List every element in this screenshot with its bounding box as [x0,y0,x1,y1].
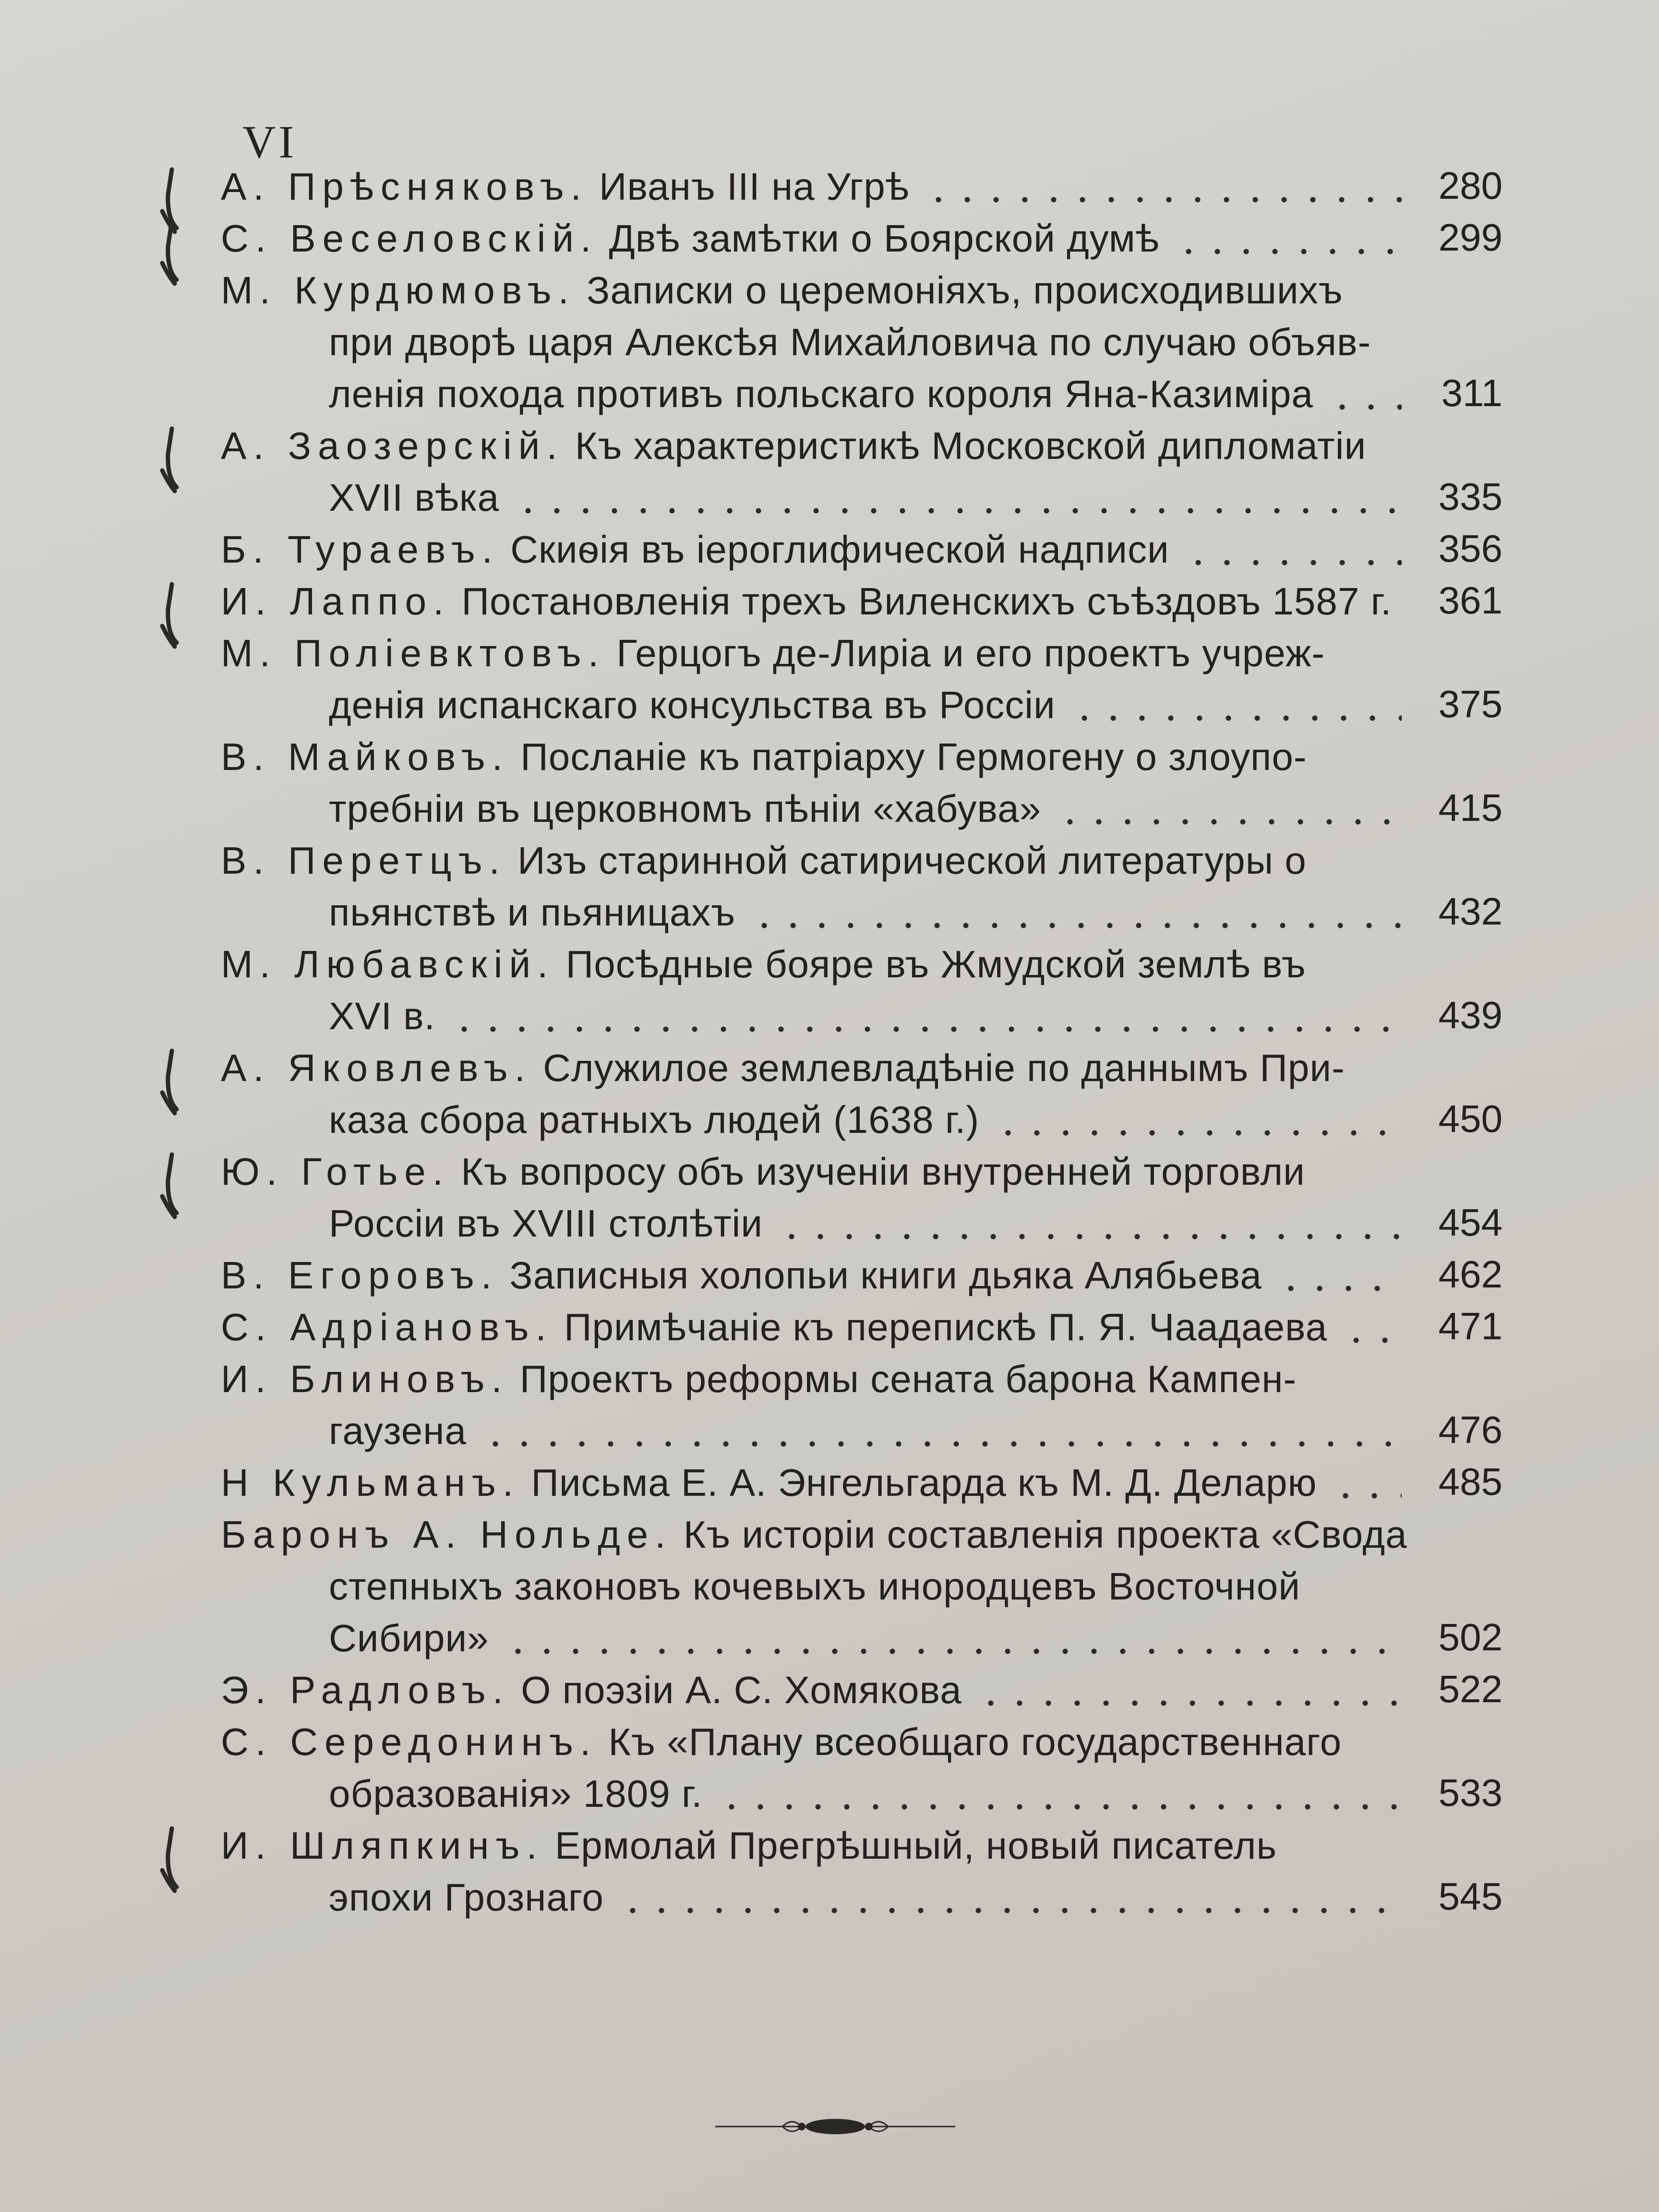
toc-entry [221,420,1503,524]
toc-entry [221,1250,1503,1301]
toc-entry [221,161,1503,213]
dot-leader [777,1233,1402,1240]
entry-title: Къ «Плану всеобщаго государственнаго [608,1720,1342,1763]
toc-line [221,1353,1503,1405]
toc-entry [221,835,1503,938]
entry-page-number: 522 [1438,1668,1503,1710]
entry-title: эпохи Грознаго [329,1876,604,1919]
entry-author: И. Блиновъ. [221,1358,509,1400]
toc-line [221,472,1503,524]
entry-page-number: 335 [1438,475,1503,518]
entry-title: Ермолай Прегрѣшный, новый писатель [554,1824,1277,1867]
entry-title: каза сбора ратныхъ людей (1638 г.) [329,1098,980,1141]
entry-page-number: 476 [1438,1408,1503,1451]
entry-author: А. Яковлевъ. [221,1046,532,1089]
ornament-icon [710,2112,960,2141]
toc-entry [221,1664,1503,1716]
entry-page-number: 280 [1438,164,1503,207]
entry-page-number: 502 [1438,1616,1503,1659]
entry-page-number: 533 [1438,1771,1503,1814]
entry-title: Къ вопросу объ изученіи внутренней торговли [461,1150,1305,1193]
pencil-tick-icon [154,1047,187,1119]
toc-entry [221,1716,1503,1820]
entry-page-number: 485 [1438,1460,1503,1503]
toc-line [221,1301,1503,1353]
entry-page-number: 299 [1438,216,1503,259]
entry-page-number: 450 [1438,1097,1503,1140]
dot-leader [717,1803,1402,1810]
page-number: VI [242,116,297,168]
toc-line [221,887,1503,938]
toc-entry [221,1353,1503,1457]
entry-page-number: 462 [1438,1253,1503,1296]
entry-page-number: 356 [1438,527,1503,570]
pencil-tick-icon [154,580,187,652]
entry-title: Къ исторіи составленія проекта «Свода [683,1513,1407,1556]
entry-author: В. Майковъ. [221,735,509,778]
entry-title: пьянствѣ и пьяницахъ [329,891,736,934]
dot-leader [924,196,1402,203]
entry-author: И. Шляпкинъ. [221,1824,544,1867]
toc-line [221,161,1503,213]
entry-author: С. Веселовскій. [221,217,598,260]
dot-leader [1184,559,1402,566]
entry-author: М. Любавскій. [221,943,555,986]
entry-title: Служилое землевладѣніе по даннымъ При- [543,1046,1345,1089]
toc-line [221,1820,1503,1872]
entry-author: Ю. Готье. [221,1150,450,1193]
entry-author: И. Лаппо. [221,580,451,623]
toc-line [221,368,1503,420]
entry-author: М. Курдюмовъ. [221,269,576,312]
entry-page-number: 375 [1438,683,1503,725]
entry-page-number: 471 [1438,1305,1503,1347]
toc-line [221,1094,1503,1146]
entry-author: В. Перетцъ. [221,839,506,882]
toc-entry [221,731,1503,835]
entry-title: Постановленія трехъ Виленскихъ съѣздовъ 1587 г. [461,580,1392,623]
toc-entry [221,1509,1503,1664]
entry-title: Записныя холопьи книги дьяка Алябьева [509,1254,1262,1297]
toc-entry [221,264,1503,420]
entry-title: Посланіе къ патріарху Гермогену о злоупо- [520,735,1307,778]
dot-leader [1056,818,1402,825]
dot-leader [514,507,1402,514]
entry-title: XVI в. [329,995,435,1037]
entry-page-number: 361 [1438,579,1503,622]
entry-title: Скиѳія въ іероглифической надписи [510,528,1169,571]
toc-entry [221,1820,1503,1923]
toc-line [221,679,1503,731]
entry-title: степныхъ законовъ кочевыхъ инородцевъ Восточной [329,1565,1300,1608]
entry-author: С. Середонинъ. [221,1720,598,1763]
entry-page-number: 311 [1441,372,1503,414]
entry-page-number: 454 [1438,1201,1503,1244]
toc-line [221,938,1503,990]
entry-title: требніи въ церковномъ пѣніи «хабува» [329,787,1042,830]
toc-line [221,835,1503,887]
entry-title: Россіи въ XVIII столѣтіи [329,1202,763,1245]
toc-line [221,627,1503,679]
toc-entry [221,1301,1503,1353]
entry-title: Примѣчаніе къ перепискѣ П. Я. Чаадаева [564,1306,1328,1348]
dot-leader [481,1441,1402,1447]
toc-line [221,1042,1503,1094]
entry-title: Письма Е. А. Энгельгарда къ М. Д. Деларю [531,1461,1317,1504]
entry-title: О поэзіи А. С. Хомякова [521,1669,962,1711]
entry-title: образованія» 1809 г. [329,1772,703,1815]
entry-author: М. Поліевктовъ. [221,632,605,674]
toc-line [221,1768,1503,1820]
dot-leader [750,922,1402,929]
dot-leader [1070,715,1402,721]
dot-leader [1342,1337,1402,1344]
entry-title: Посѣдные бояре въ Жмудской землѣ въ [565,943,1306,986]
pencil-tick-icon [154,217,187,289]
toc-line [221,1872,1503,1923]
dot-leader [450,1026,1402,1033]
toc-line [221,576,1503,627]
entry-title: XVII вѣка [329,476,500,519]
toc-line [221,1664,1503,1716]
toc-line [221,1716,1503,1768]
entry-author: Баронъ А. Нольде. [221,1513,673,1556]
entry-page-number: 545 [1438,1875,1503,1918]
entry-title: ленія похода противъ польскаго короля Яна-Казиміра [329,373,1313,415]
entry-title: при дворѣ царя Алексѣя Михайловича по случаю объяв- [329,321,1371,363]
entry-title: Проектъ реформы сената барона Кампен- [519,1358,1297,1400]
entry-title: гаузена [329,1409,467,1452]
dot-leader [976,1700,1402,1707]
toc-entry [221,1146,1503,1250]
toc-entry [221,938,1503,1042]
dot-leader [504,1648,1402,1655]
entry-title: Иванъ III на Угрѣ [599,165,910,208]
toc-line [221,1146,1503,1198]
entry-author: В. Егоровъ. [221,1254,499,1297]
toc-line [221,731,1503,783]
dot-leader [618,1907,1402,1914]
toc-line [221,524,1503,576]
toc-line [221,1250,1503,1301]
entry-title: Записки о церемоніяхъ, происходившихъ [587,269,1343,312]
entry-author: Б. Тураевъ. [221,528,499,571]
entry-page-number: 432 [1438,890,1503,933]
toc-line [221,783,1503,835]
toc-line [221,1561,1503,1612]
toc-line [221,1612,1503,1664]
toc-line [221,420,1503,472]
pencil-tick-icon [154,1151,187,1223]
entry-title: Герцогъ де-Лиріа и его проектъ учреж- [616,632,1325,674]
toc-line [221,1198,1503,1250]
toc-entry [221,1457,1503,1509]
dot-leader [1331,1492,1402,1499]
toc-line [221,213,1503,264]
entry-author: А. Заозерскій. [221,424,564,467]
entry-title: денія испанскаго консульства въ Россіи [329,684,1056,726]
pencil-tick-icon [154,1825,187,1897]
entry-page-number: 415 [1438,786,1503,829]
entry-title: Изъ старинной сатирической литературы о [517,839,1307,882]
dot-leader [1276,1285,1402,1292]
toc-line [221,264,1503,316]
toc-line [221,1509,1503,1561]
toc-line [221,1405,1503,1457]
toc-line [221,316,1503,368]
entry-author: Э. Радловъ. [221,1669,510,1711]
toc-entry [221,524,1503,576]
toc-entry [221,213,1503,264]
toc-line [221,990,1503,1042]
toc-entry [221,1042,1503,1146]
toc-entry [221,576,1503,627]
entry-author: С. Адріановъ. [221,1306,553,1348]
dot-leader [1174,248,1402,255]
entry-author: Н Кульманъ. [221,1461,520,1504]
entry-title: Къ характеристикѣ Московской дипломатіи [575,424,1367,467]
dot-leader [1328,404,1402,410]
pencil-tick-icon [154,425,187,497]
dot-leader [994,1130,1402,1136]
entry-title: Двѣ замѣтки о Боярской думѣ [609,217,1160,260]
toc-line [221,1457,1503,1509]
table-of-contents [221,161,1503,1923]
entry-author: А. Прѣсняковъ. [221,165,588,208]
entry-page-number: 439 [1438,994,1503,1036]
toc-entry [221,627,1503,731]
entry-title: Сибири» [329,1617,489,1659]
